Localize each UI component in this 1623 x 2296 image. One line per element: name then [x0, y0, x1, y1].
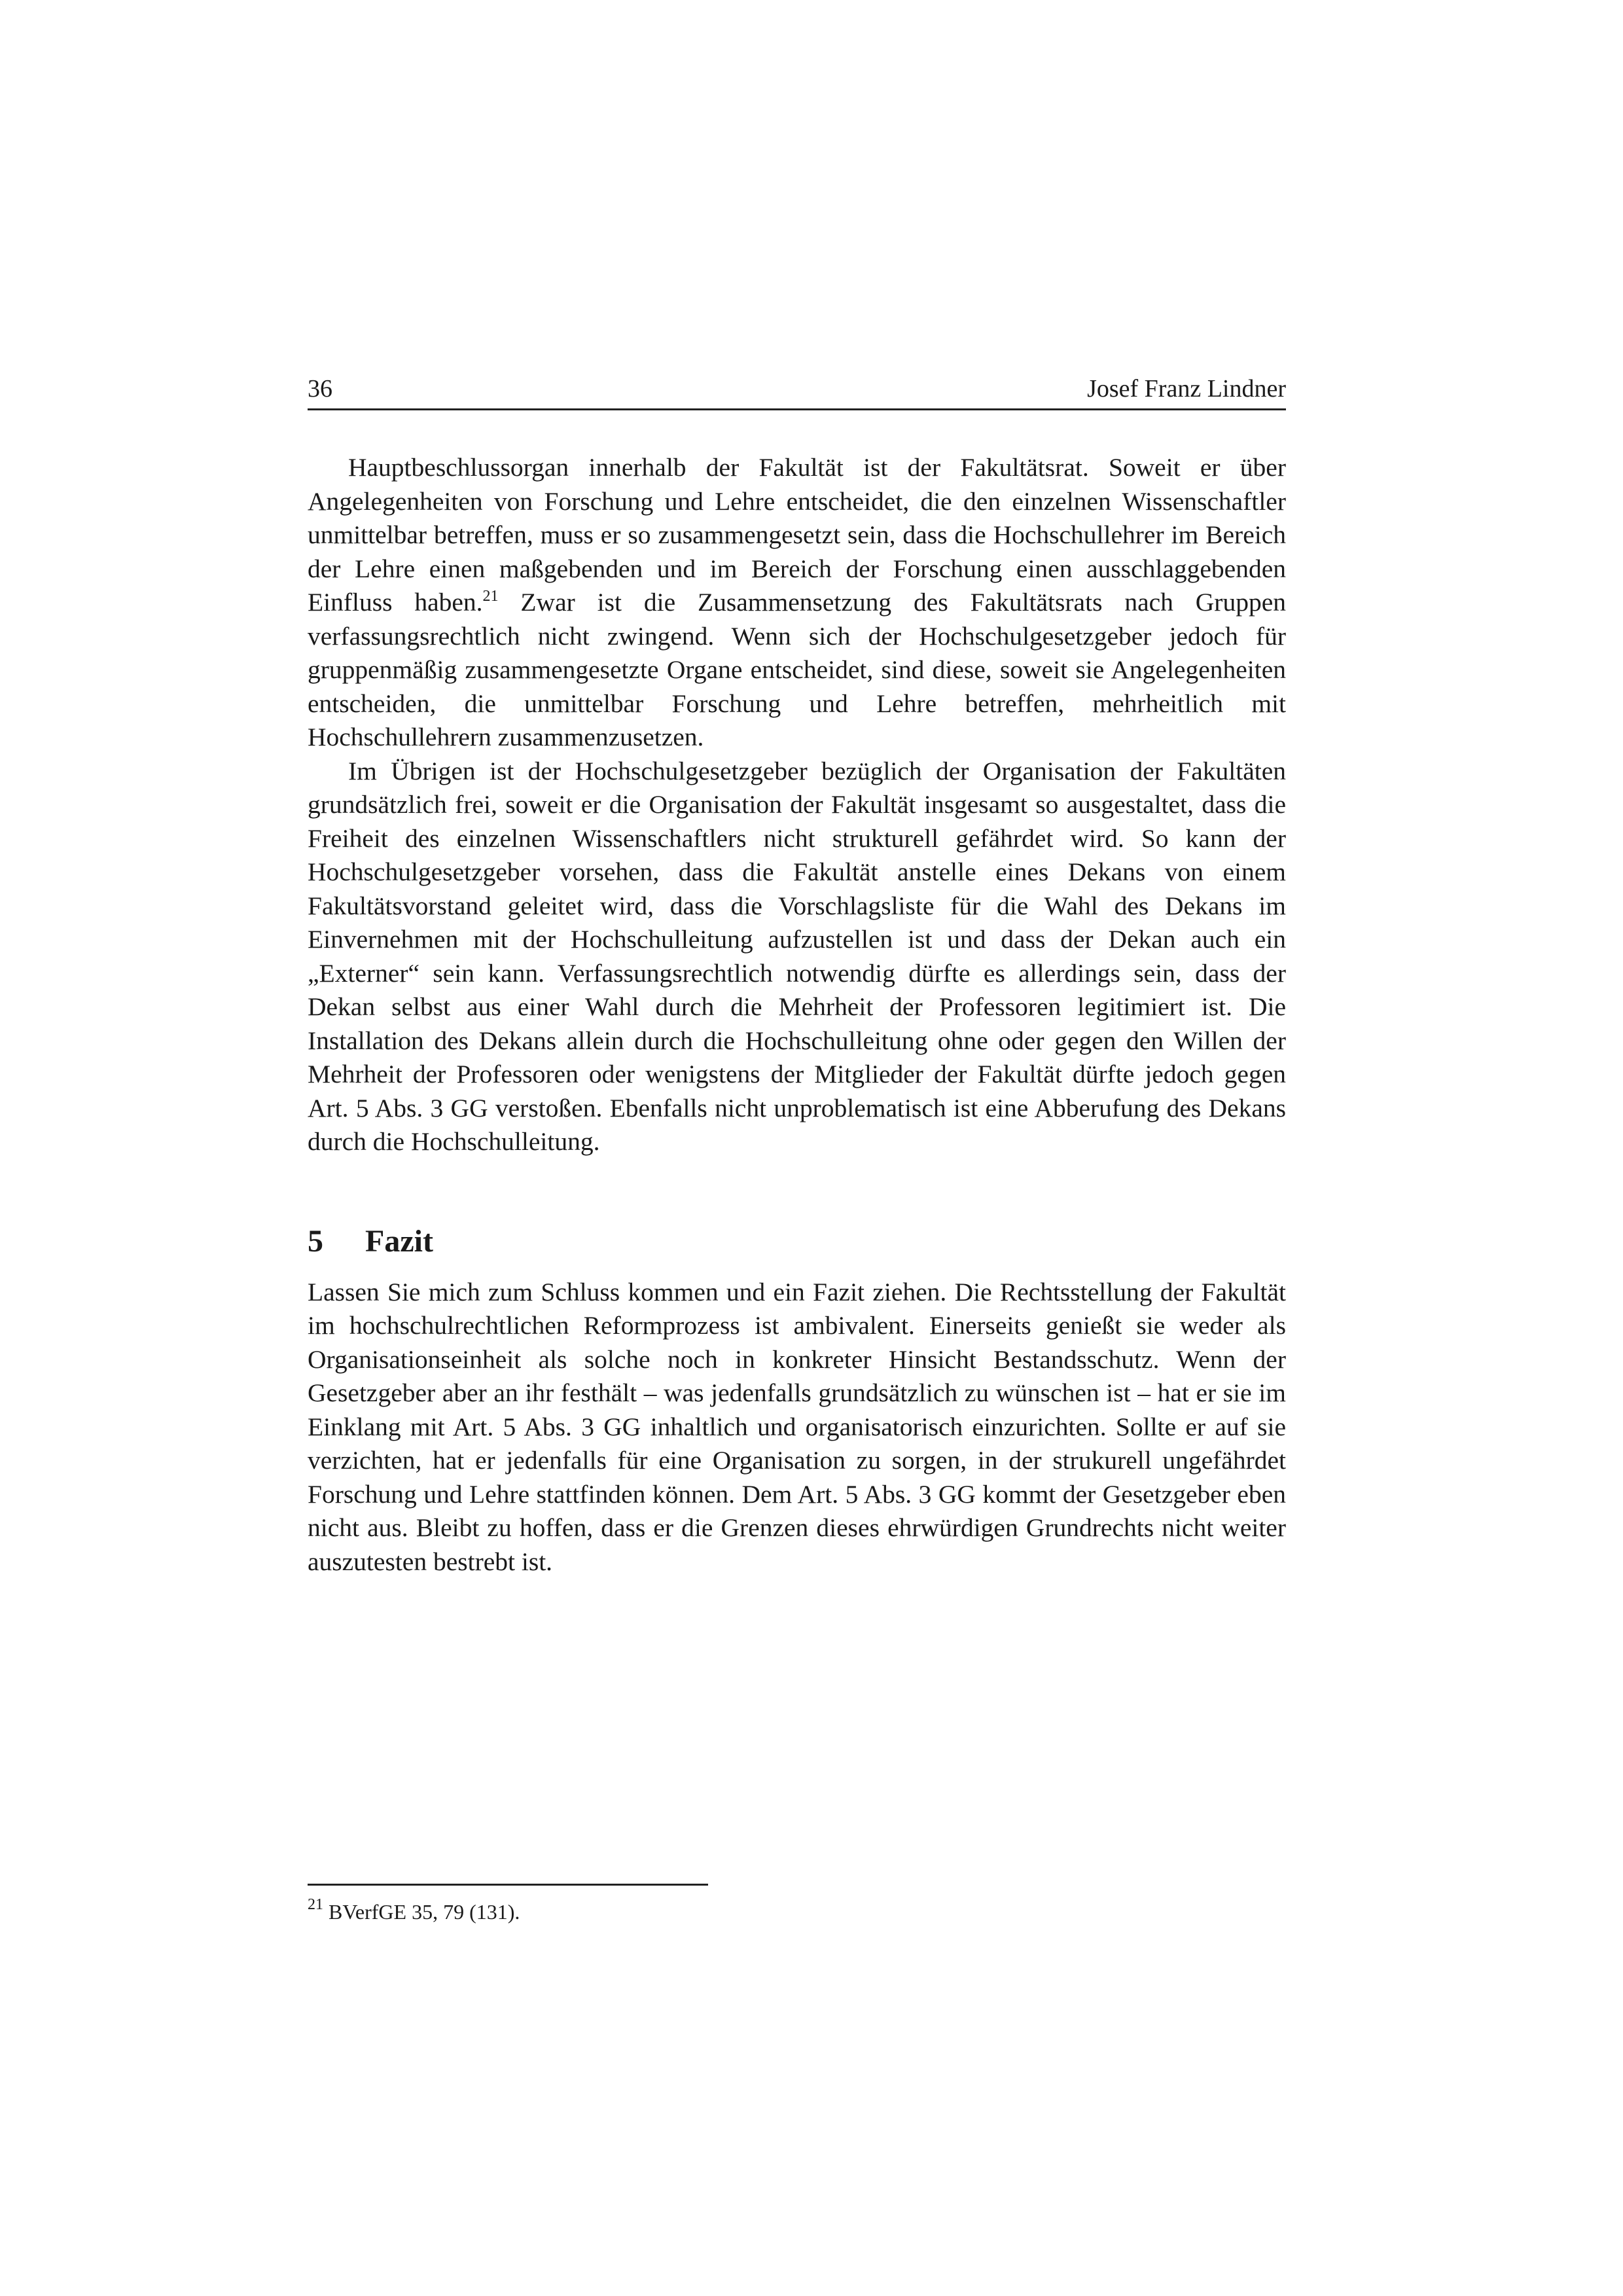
paragraph-2: Im Übrigen ist der Hochschulgesetzgeber bezüglich der Organisation der Fakultäten grundsätzlich frei, soweit er die Organisation der Fakultät insgesamt so ausgestaltet, dass die Freiheit des einzelnen Wissenschaftlers nicht strukturell gefährdet wird. So kann der Hochschulgesetzgeber vorsehen, dass die Fakultät anstelle eines Dekans von einem Fakultätsvorstand geleitet wird, dass die Vorschlagsliste für die Wahl des Dekans im Einvernehmen mit der Hochschulleitung aufzustellen ist und dass der Dekan auch ein „Externer“ sein kann. Verfassungsrechtlich notwendig dürfte es allerdings sein, dass der Dekan selbst aus einer Wahl durch die Mehrheit der Professoren legitimiert ist. Die Installation des Dekans allein durch die Hochschulleitung ohne oder gegen den Willen der Mehrheit der Professoren oder wenigstens der Mitglieder der Fakultät dürfte jedoch gegen Art. 5 Abs. 3 GG verstoßen. Ebenfalls nicht unproblematisch ist eine Abberufung des Dekans durch die Hochschulleitung. [308, 756, 1286, 1156]
footnote-ref-21: 21 [482, 588, 499, 605]
footnote-divider [308, 1884, 708, 1886]
body-text [308, 451, 1286, 1579]
section-heading [308, 1222, 1286, 1261]
paragraph-1-text-a: Hauptbeschlussorgan innerhalb der Fakultät ist der Fakultätsrat. Soweit er über Angelegenheiten von Forschung und Lehre entscheidet, die den einzelnen Wissenschaftler unmittelbar betreffen, muss er so zusammengesetzt sein, dass die Hochschullehrer im Bereich der Lehre einen maßgebenden und im Bereich der Forschung einen ausschlaggebenden Einfluss haben. [308, 453, 1286, 617]
paragraph-1 [308, 451, 1286, 755]
footnote-number: 21 [308, 1896, 323, 1913]
footnote-text: BVerfGE 35, 79 (131). [323, 1900, 520, 1924]
running-header [308, 373, 1286, 410]
paragraph-1-text-b: Zwar ist die Zusammensetzung des Fakultätsrats nach Gruppen verfassungsrechtlich nicht zwingend. Wenn sich der Hochschulgesetzgeber jedoch für gruppenmäßig zusammengesetzte Organe entscheidet, sind diese, soweit sie Angelegenheiten entscheiden, die unmittelbar Forschung und Lehre betreffen, mehrheitlich mit Hochschullehrern zusammenzusetzen. [308, 588, 1286, 751]
page-number: 36 [308, 375, 332, 403]
section-title: Fazit [365, 1223, 433, 1259]
footnote [308, 1898, 520, 1926]
page-content [308, 373, 1286, 1579]
section-paragraph: Lassen Sie mich zum Schluss kommen und ein Fazit ziehen. Die Rechtsstellung der Fakultät im hochschulrechtlichen Reformprozess ist ambivalent. Einerseits genießt sie weder als Organisationseinheit als solche noch in konkreter Hinsicht Bestandsschutz. Wenn der Gesetzgeber aber an ihr festhält – was jedenfalls grundsätzlich zu wünschen ist – hat er sie im Einklang mit Art. 5 Abs. 3 GG inhaltlich und organisatorisch einzurichten. Sollte er auf sie verzichten, hat er jedenfalls für eine Organisation zu sorgen, in der strukurell ungefährdet Forschung und Lehre stattfinden können. Dem Art. 5 Abs. 3 GG kommt der Gesetzgeber eben nicht aus. Bleibt zu hoffen, dass er die Grenzen dieses ehrwürdigen Grundrechts nicht weiter auszutesten bestrebt ist. [308, 1277, 1286, 1576]
section-number: 5 [308, 1223, 323, 1259]
author-name: Josef Franz Lindner [1087, 375, 1286, 403]
